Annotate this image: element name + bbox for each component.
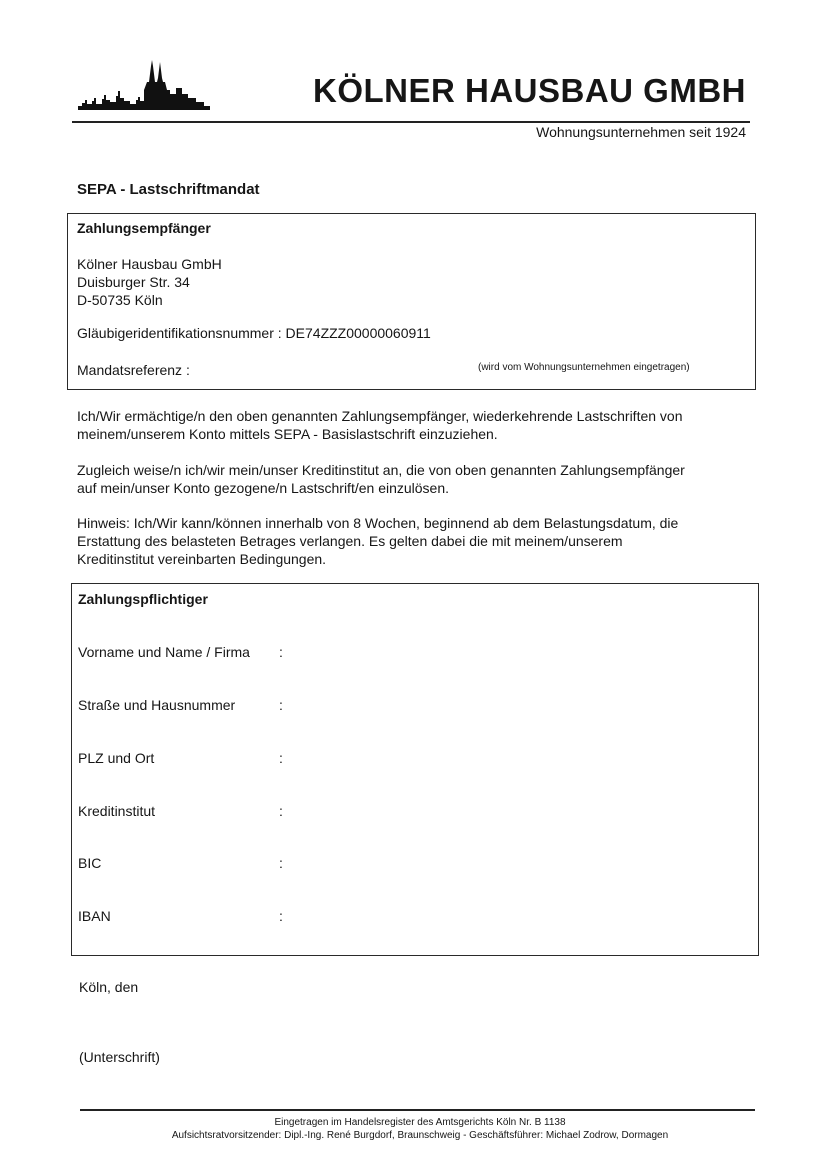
name-field-colon: :	[279, 644, 283, 660]
iban-field-label: IBAN	[78, 908, 111, 924]
footer-register-line: Eingetragen im Handelsregister des Amtsgerichts Köln Nr. B 1138	[274, 1117, 566, 1128]
payee-city: D-50735 Köln	[77, 292, 163, 308]
refund-notice-paragraph: Hinweis: Ich/Wir kann/können innerhalb von 8 Wochen, beginnend ab dem Belastungsdatum, die Erstattung des belasteten Betrages verlangen. Es gelten dabei die mit meinem/unserem Kreditinstitut vereinbarten Bedingungen.	[77, 515, 679, 567]
company-tagline: Wohnungsunternehmen seit 1924	[536, 124, 746, 140]
document-title: SEPA - Lastschriftmandat	[77, 181, 260, 198]
payee-heading: Zahlungsempfänger	[77, 220, 211, 236]
company-name: KÖLNER HAUSBAU GMBH	[313, 72, 746, 109]
cologne-skyline-icon	[78, 60, 210, 110]
payee-street: Duisburger Str. 34	[77, 274, 190, 290]
mandate-reference-label: Mandatsreferenz :	[77, 362, 190, 378]
creditor-id: Gläubigeridentifikationsnummer : DE74ZZZ00000060911	[77, 325, 431, 341]
street-field-colon: :	[279, 697, 283, 713]
payer-heading: Zahlungspflichtiger	[78, 591, 208, 607]
street-field-label: Straße und Hausnummer	[78, 697, 236, 713]
payer-box	[71, 583, 759, 956]
mandate-reference-note: (wird vom Wohnungsunternehmen eingetragen)	[478, 362, 690, 373]
place-date-label: Köln, den	[79, 979, 139, 995]
postcode-city-field-colon: :	[279, 750, 283, 766]
header-divider	[72, 121, 750, 123]
footer-divider	[80, 1109, 755, 1111]
signature-label: (Unterschrift)	[79, 1049, 160, 1065]
authorization-paragraph: Ich/Wir ermächtige/n den oben genannten Zahlungsempfänger, wiederkehrende Lastschriften von meinem/unserem Konto mittels SEPA - Basislastschrift einzuziehen.	[77, 408, 683, 442]
bic-field-colon: :	[279, 855, 283, 871]
bank-field-colon: :	[279, 803, 283, 819]
instruction-paragraph: Zugleich weise/n ich/wir mein/unser Kreditinstitut an, die von oben genannten Zahlungsempfänger auf mein/unser Konto gezogene/n Lastschrift/en einzulösen.	[77, 462, 685, 496]
postcode-city-field-label: PLZ und Ort	[78, 750, 155, 766]
bic-field-label: BIC	[78, 855, 102, 871]
bank-field-label: Kreditinstitut	[78, 803, 156, 819]
name-field-label: Vorname und Name / Firma	[78, 644, 250, 660]
payee-name: Kölner Hausbau GmbH	[77, 256, 222, 272]
footer-management-line: Aufsichtsratvorsitzender: Dipl.-Ing. René Burgdorf, Braunschweig - Geschäftsführer: Michael Zodrow, Dormagen	[171, 1130, 669, 1141]
iban-field-colon: :	[279, 908, 283, 924]
